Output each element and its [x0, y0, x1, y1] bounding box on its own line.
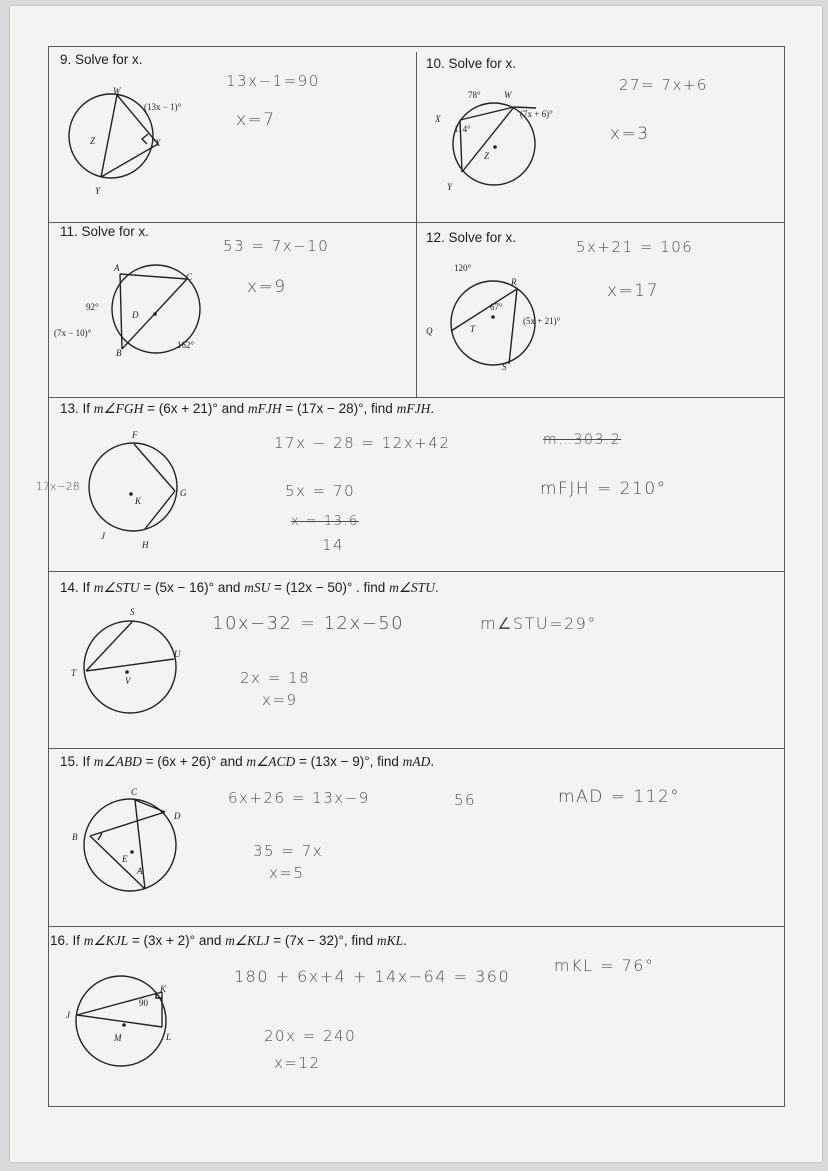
problem-14-answer: m∠STU=29° [480, 614, 597, 633]
problem-14-title-mid: = (5x − 16)° and [139, 580, 245, 595]
row-divider-1 [48, 222, 785, 223]
problem-16-label-m: M [114, 1033, 122, 1043]
problem-9-label-y: Y [95, 186, 101, 196]
problem-13-title [60, 401, 434, 417]
problem-12-label-s: S [502, 362, 507, 372]
problem-13-label-k: K [135, 496, 142, 506]
problem-12-angle-120: 120° [454, 263, 472, 273]
problem-16-arc-name: m∠KLJ [225, 933, 270, 948]
problem-15-label-a: A [137, 866, 143, 876]
problem-10-title: 10. Solve for x. [426, 56, 517, 71]
problem-10-angle-114: 114° [454, 124, 471, 134]
problem-15-title-prefix: 15. If [60, 754, 94, 769]
problem-12-work-2: x=17 [607, 281, 659, 301]
problem-10-angle-78: 78° [468, 90, 481, 100]
problem-10-label-w: W [504, 90, 512, 100]
problem-11-work-1: 53 = 7x−10 [223, 237, 330, 255]
problem-9-label-z: Z [90, 136, 96, 146]
problem-16-work-3: x=12 [274, 1054, 321, 1072]
problem-14-work-1: 10x−32 = 12x−50 [212, 613, 405, 634]
problem-13-label-f: F [132, 430, 138, 440]
problem-16-title-prefix: 16. If [50, 933, 84, 948]
problem-12-label-r: R [511, 277, 517, 287]
problem-11-title: 11. Solve for x. [60, 224, 150, 239]
problem-14-work-3: x=9 [262, 691, 298, 709]
problem-13-label-h: H [142, 540, 149, 550]
problem-13-title-end: . [430, 401, 435, 416]
problem-13-answer-scratch: m…303.2 [543, 432, 622, 448]
problem-11-label-b: B [116, 348, 122, 358]
problem-15-label-c: C [131, 787, 138, 797]
problem-12-title: 12. Solve for x. [426, 230, 517, 245]
problem-13-work-2: 5x = 70 [285, 482, 356, 500]
problem-10-work-2: x=3 [610, 124, 650, 144]
problem-14-label-v: V [125, 676, 131, 686]
problem-16-find-name: mKL [376, 933, 404, 948]
problem-16-label-k: K [160, 984, 167, 994]
problem-13-angle-name: m∠FGH [93, 401, 144, 416]
problem-11-label-a: A [114, 263, 120, 273]
problem-10-label-z: Z [484, 151, 490, 161]
problem-13-work-4: 14 [322, 536, 345, 554]
problem-16-title-rest: = (7x − 32)°, find [269, 933, 377, 948]
problem-11-figure [106, 261, 216, 371]
problem-12-label-t: T [470, 324, 476, 334]
problem-13-answer: mFJH = 210° [540, 479, 667, 499]
problem-15-work-1: 6x+26 = 13x−9 [228, 789, 370, 807]
problem-14-label-s: S [130, 607, 135, 617]
problem-16-title [50, 933, 407, 949]
problem-16-label-j: J [66, 1010, 70, 1020]
problem-11-angle-expr: (7x − 10)° [54, 328, 92, 338]
problem-15-find-name: mAD [402, 754, 431, 769]
problem-16-work-1: 180 + 6x+4 + 14x−64 = 360 [234, 967, 511, 986]
problem-14-figure [80, 612, 190, 722]
problem-11-label-c: C [186, 272, 193, 282]
problem-9-label-x: X [155, 138, 161, 148]
problem-15-label-e: E [122, 854, 128, 864]
problem-11-angle-162: 162° [177, 340, 195, 350]
problem-15-work-2: 56 [454, 791, 477, 809]
problem-13-title-mid: = (6x + 21)° and [143, 401, 248, 416]
problem-13-title-rest: = (17x − 28)°, find [281, 401, 397, 416]
problem-15-angle-name: m∠ABD [93, 754, 142, 769]
row-divider-3 [48, 748, 785, 749]
problem-16-work-2: 20x = 240 [264, 1027, 357, 1045]
problem-9-work-1: 13x−1=90 [226, 72, 320, 90]
problem-13-title-prefix: 13. If [60, 401, 94, 416]
problem-15-work-4: x=5 [269, 864, 305, 882]
problem-14-work-2: 2x = 18 [240, 669, 311, 687]
problem-15-title-mid: = (6x + 26)° and [141, 754, 247, 769]
row-divider-4 [48, 926, 785, 927]
problem-15-title-rest: = (13x − 9)°, find [295, 754, 403, 769]
row-divider-2 [48, 571, 785, 572]
problem-12-angle-67: 67° [490, 302, 503, 312]
problem-14-find-name: m∠STU [389, 580, 435, 595]
problem-13-label-j: J [101, 531, 105, 541]
worksheet-page [10, 6, 822, 1162]
problem-16-figure [74, 969, 184, 1079]
problem-13-work-3: x = 13.6 [291, 514, 359, 529]
problem-9-angle: (13x − 1)° [144, 102, 182, 112]
problem-16-angle-name: m∠KJL [83, 933, 129, 948]
problem-15-title-end: . [430, 754, 435, 769]
problem-15-title [60, 754, 434, 770]
problem-11-angle-92: 92° [86, 302, 99, 312]
problem-12-figure [437, 273, 547, 383]
problem-15-label-d: D [174, 811, 181, 821]
problem-13-work-1: 17x − 28 = 12x+42 [274, 434, 451, 452]
problem-14-label-u: U [174, 649, 181, 659]
problem-13-find-name: mFJH [396, 401, 431, 416]
problem-12-angle-expr: (5x + 21)° [523, 316, 561, 326]
problem-14-angle-name: m∠STU [93, 580, 140, 595]
problem-9-label-w: W [113, 86, 121, 96]
problem-15-work-3: 35 = 7x [253, 842, 324, 860]
problem-10-label-y: Y [447, 182, 453, 192]
problem-15-arc-name: m∠ACD [246, 754, 296, 769]
problem-15-answer: mAD = 112° [558, 787, 681, 807]
problem-16-label-l: L [166, 1032, 172, 1042]
problem-13-arc-name: mFJH [247, 401, 282, 416]
problem-14-title-prefix: 14. If [60, 580, 94, 595]
problem-16-title-mid: = (3x + 2)° and [128, 933, 226, 948]
problem-16-title-end: . [403, 933, 407, 948]
problem-16-answer: mKL = 76° [554, 956, 655, 975]
problem-14-label-t: T [71, 668, 77, 678]
problem-12-label-q: Q [426, 326, 433, 336]
problem-14-title-end: . [434, 580, 439, 595]
problem-10-angle-expr: (7x + 6)° [520, 109, 553, 119]
grid-divider-top [416, 52, 417, 398]
problem-10-label-x: X [435, 114, 441, 124]
problem-14-title-rest: = (12x − 50)° . find [270, 580, 390, 595]
problem-10-work-1: 27= 7x+6 [619, 76, 708, 94]
problem-15-label-b: B [72, 832, 78, 842]
problem-14-arc-name: mSU [244, 580, 271, 595]
problem-11-label-d: D [132, 310, 139, 320]
problem-16-angle-mark: 90 [139, 998, 148, 1008]
problem-14-title [60, 580, 439, 596]
problem-12-work-1: 5x+21 = 106 [576, 238, 694, 256]
problem-9-work-2: x=7 [236, 110, 276, 130]
problem-13-margin-note: 17x−28 [36, 480, 80, 493]
problem-9-title: 9. Solve for x. [60, 52, 143, 67]
problem-13-label-g: G [180, 488, 187, 498]
problem-11-work-2: x=9 [247, 277, 287, 297]
